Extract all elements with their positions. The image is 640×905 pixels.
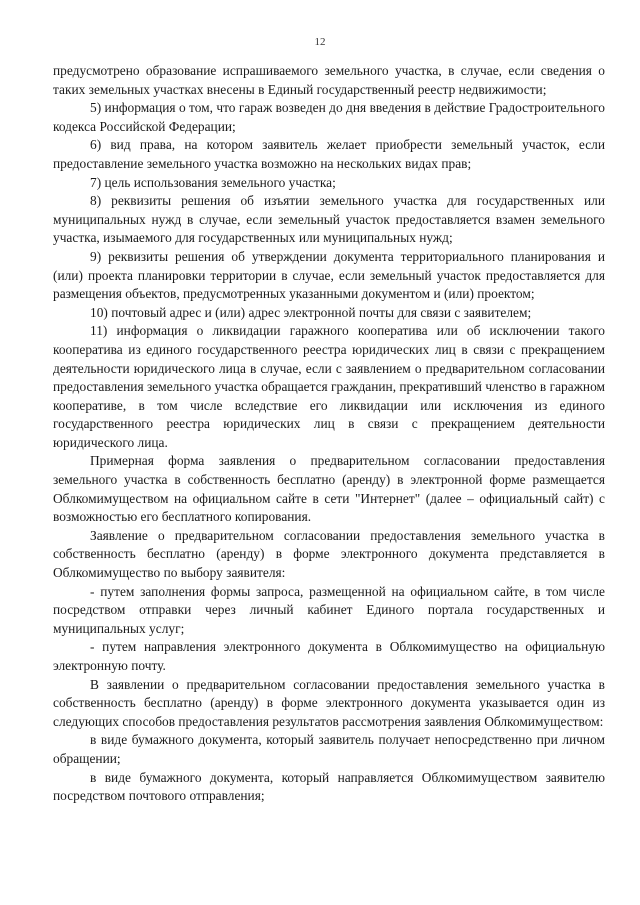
paragraph-option-portal: - путем заполнения формы запроса, размещенной на официальном сайте, в том числе посредством отправки через личный кабинет Единого портала государственных и муниципальных услуг;: [53, 583, 605, 636]
paragraph-item-6: 6) вид права, на котором заявитель желает приобрести земельный участок, если предоставление земельного участка возможно на нескольких видах прав;: [53, 137, 605, 171]
paragraph-item-8: 8) реквизиты решения об изъятии земельного участка для государственных или муниципальных нужд в случае, если земельный участок предоставляется взамен земельного участка, изымаемого для государственных или муниципальных нужд;: [53, 193, 605, 246]
paragraph-item-5: 5) информация о том, что гараж возведен до дня введения в действие Градостроительного кодекса Российской Федерации;: [53, 100, 605, 134]
page-number: 12: [314, 36, 326, 48]
paragraph-item-7: 7) цель использования земельного участка;: [90, 174, 336, 190]
document-body: [53, 62, 605, 806]
paragraph-sample-form: Примерная форма заявления о предварительном согласовании предоставления земельного участка в собственность бесплатно (аренду) в электронной форме размещается Облкомимуществом на официальном сайте в сети "Интернет" (далее – официальный сайт) с возможностью его бесплатного копирования.: [53, 453, 605, 525]
paragraph-method-post: в виде бумажного документа, который направляется Облкомимуществом заявителю посредством почтового отправления;: [53, 769, 605, 804]
paragraph-item-11: 11) информация о ликвидации гаражного кооператива или об исключении такого кооператива из единого государственного реестра юридических лиц в связи с прекращением деятельности юридического лица в случае, если с заявлением о предварительном согласовании предоставления земельного участка обращается гражданин, прекративший членство в гаражном кооперативе, в том числе вследствие его ликвидации или исключения из единого государственного реестра юридических лиц в связи с прекращением деятельности юридического лица.: [53, 323, 605, 450]
paragraph-continuation: предусмотрено образование испрашиваемого земельного участка, в случае, если сведения о таких земельных участках внесены в Единый государственный реестр недвижимости;: [53, 63, 605, 97]
paragraph-item-10: 10) почтовый адрес и (или) адрес электронной почты для связи с заявителем;: [90, 304, 532, 320]
paragraph-item-9: 9) реквизиты решения об утверждении документа территориального планирования и (или) проекта планировки территории в случае, если земельный участок предоставляется для размещения объектов, предусмотренных указанными документом и (или) проектом;: [53, 248, 605, 302]
paragraph-result-methods: В заявлении о предварительном согласовании предоставления земельного участка в собственность бесплатно (аренду) в форме электронного документа указывается один из следующих способов предоставления результатов рассмотрения заявления Облкомимуществом:: [53, 676, 605, 729]
paragraph-submission: Заявление о предварительном согласовании предоставления земельного участка в собственность бесплатно (аренду) в форме электронного документа представляется в Облкомимущество по выбору заявителя:: [53, 527, 605, 581]
paragraph-method-personal: в виде бумажного документа, который заявитель получает непосредственно при личном обращении;: [53, 732, 605, 766]
paragraph-option-email: - путем направления электронного документа в Облкомимущество на официальную электронную почту.: [53, 639, 605, 673]
